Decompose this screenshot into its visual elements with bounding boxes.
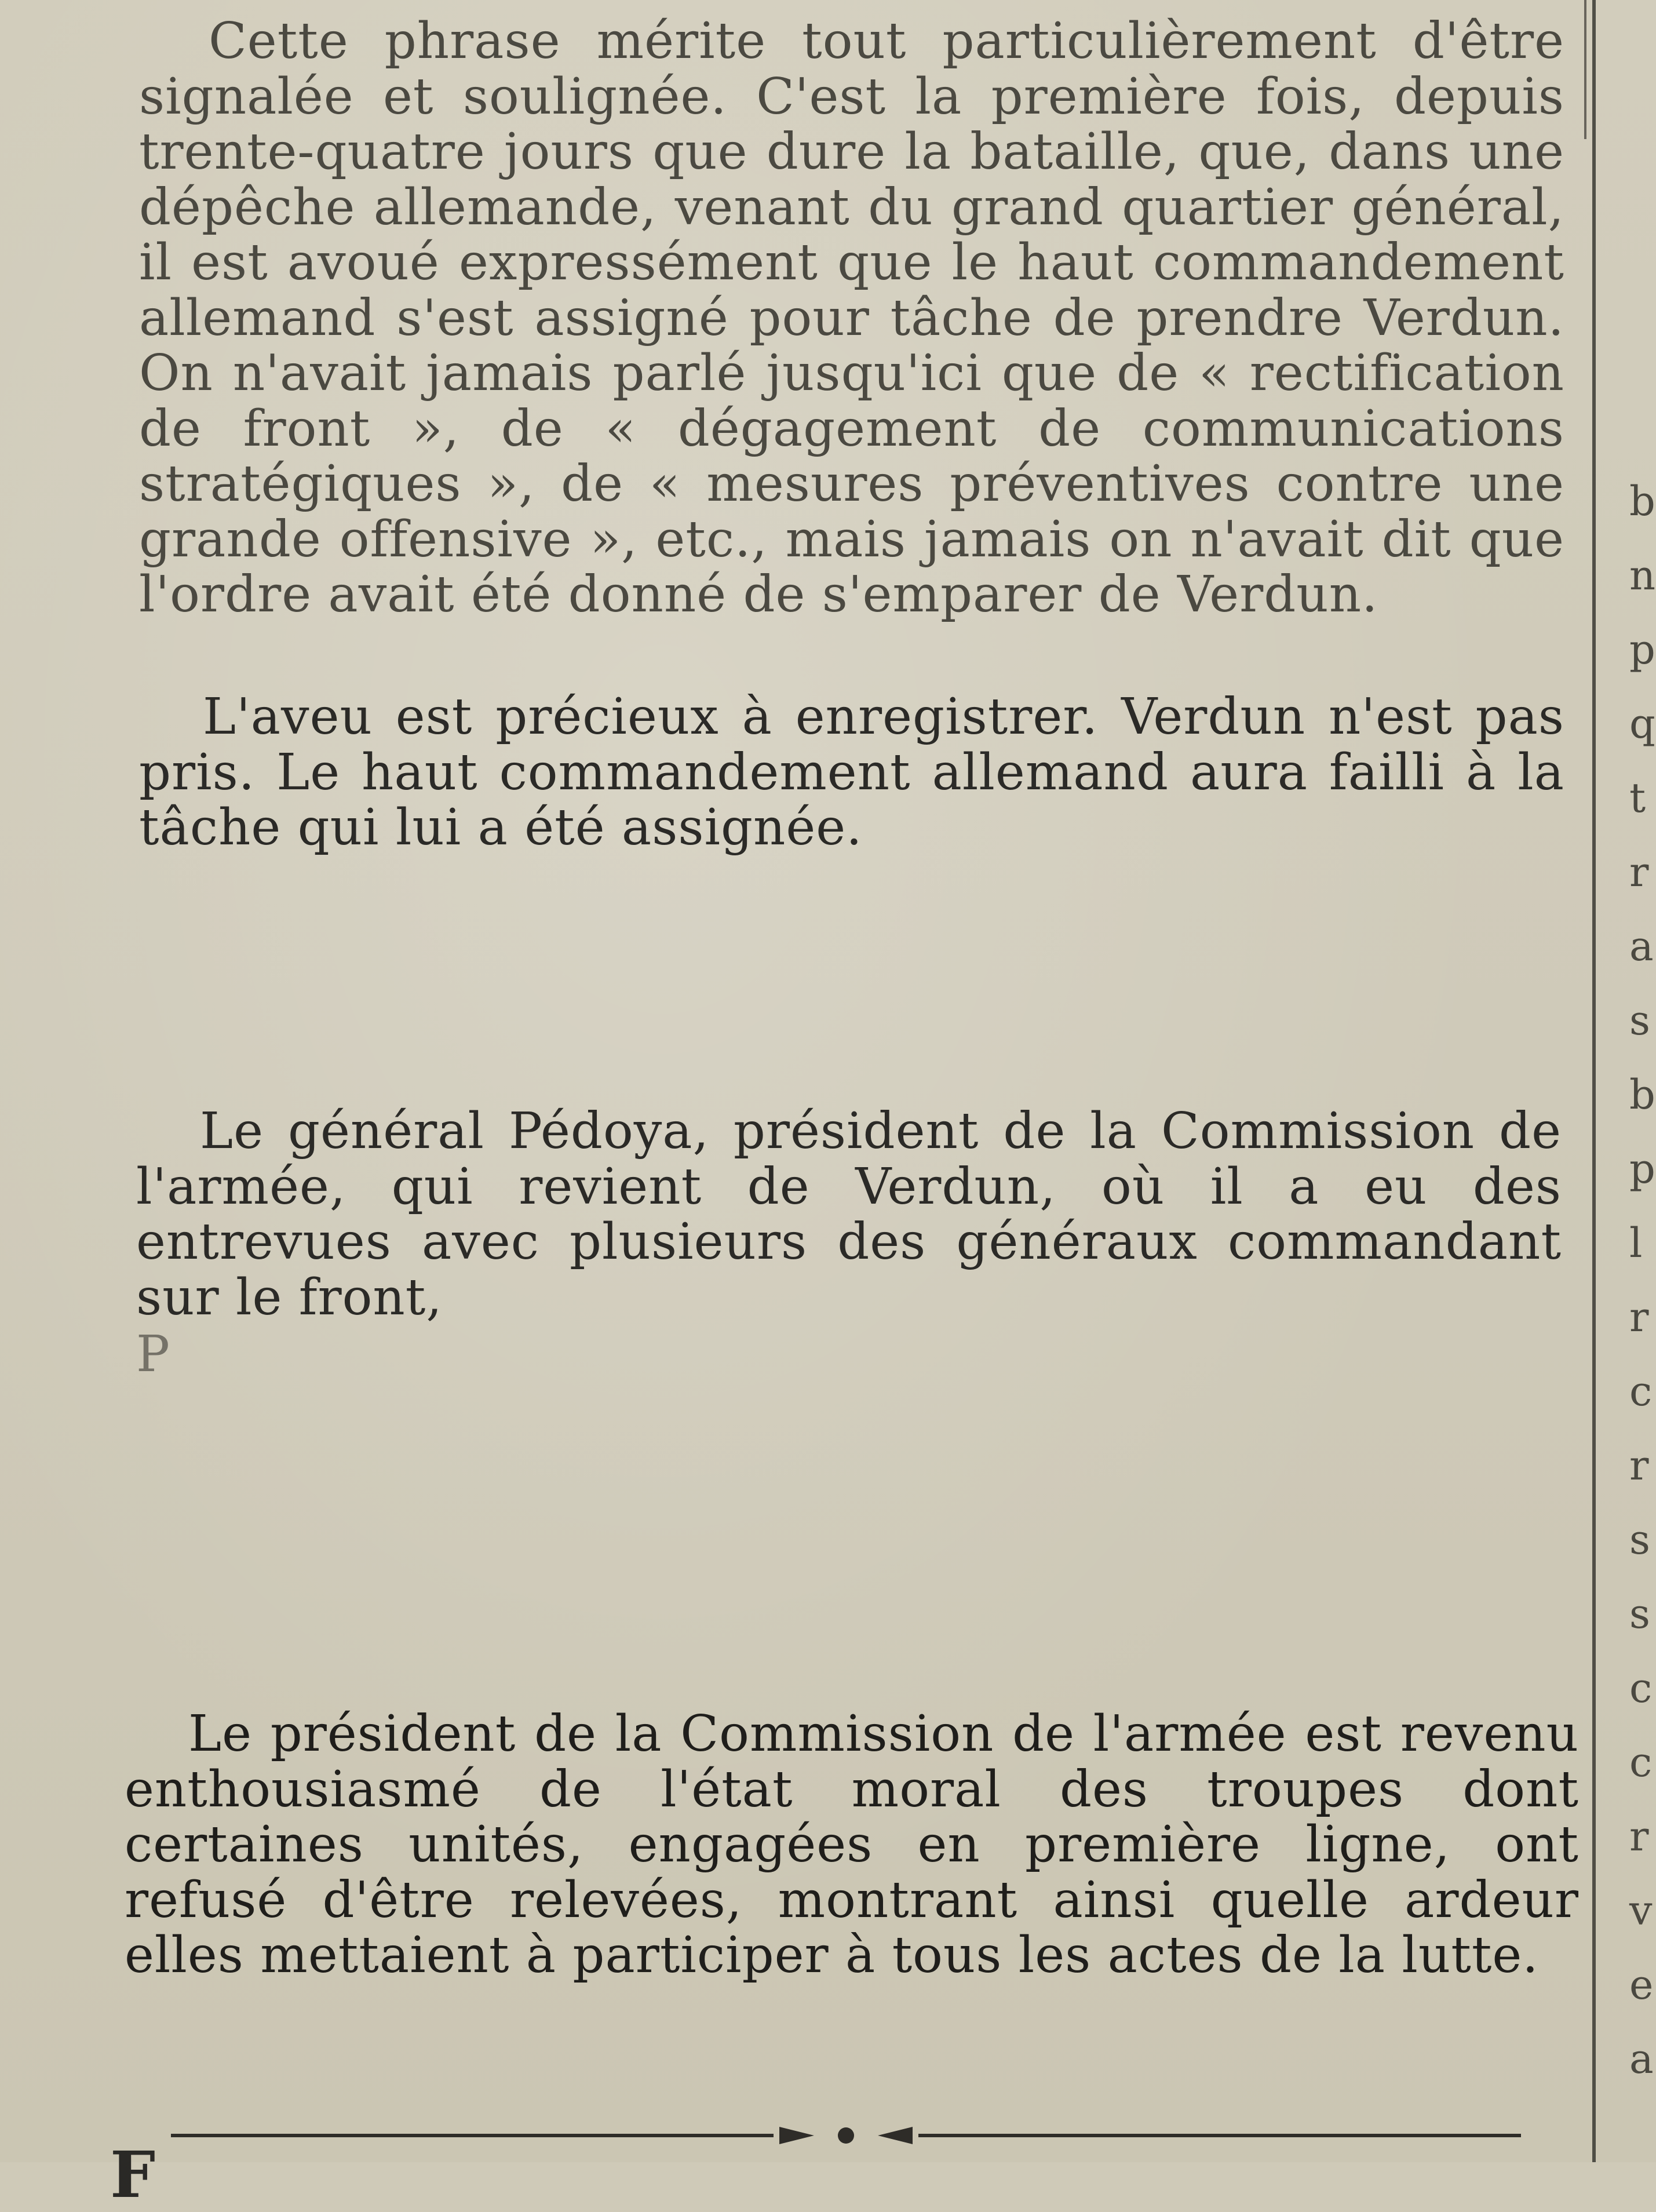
adjacent-column-fragment <box>1628 0 1656 2162</box>
censored-line-remnant: P <box>136 1325 170 1383</box>
adjacent-column-letter: b <box>1629 478 1655 525</box>
next-article-cut-line <box>110 2137 1576 2212</box>
adjacent-column-letter: v <box>1629 1887 1653 1934</box>
adjacent-column-letter: p <box>1629 1145 1655 1193</box>
adjacent-column-letter: c <box>1629 1739 1653 1786</box>
adjacent-column-letter: a <box>1629 923 1654 970</box>
adjacent-column-letter: c <box>1629 1368 1653 1415</box>
adjacent-column-letter: p <box>1629 626 1655 673</box>
adjacent-column-letter: e <box>1629 1961 1654 2009</box>
adjacent-column-letter: r <box>1629 848 1649 896</box>
adjacent-column-letter: q <box>1629 700 1655 748</box>
next-article-fragment: F <box>110 2137 167 2212</box>
adjacent-column-letter: s <box>1629 1516 1650 1564</box>
column-rule <box>1592 0 1596 2162</box>
adjacent-column-letter: l <box>1629 1219 1643 1267</box>
adjacent-column-letter: n <box>1629 552 1656 599</box>
adjacent-column-letter: s <box>1629 1590 1650 1638</box>
paragraph-1: Cette phrase mérite tout particulièrement d'être signalée et soulignée. C'est la première fois, depuis trente-quatre jours que dure la bataille, que, dans une dépêche allemande, venant du grand quartier général, il est avoué expressément que le haut commandement allemand s'est assigné pour tâche de prendre Verdun. On n'avait jamais parlé jusqu'ici que de « rectification de front », de « dégagement de communications stratégiques », de « mesures préventives contre une grande offensive », etc., mais jamais on n'avait dit que l'ordre avait été donné de s'emparer de Verdun. <box>139 12 1564 624</box>
adjacent-column-letter: s <box>1629 997 1650 1044</box>
adjacent-column-letter: c <box>1629 1664 1653 1712</box>
adjacent-column-letter: t <box>1629 774 1646 822</box>
column-rule-top <box>1584 0 1586 139</box>
adjacent-column-letter: r <box>1629 1813 1649 1860</box>
paragraph-3: Le général Pédoya, président de la Commission de l'armée, qui revient de Verdun, où il a eu des entrevues avec plusieurs des généraux commandant sur le front, <box>136 1102 1562 1327</box>
adjacent-column-letter: r <box>1629 1442 1649 1489</box>
adjacent-column-letter: a <box>1629 2035 1654 2083</box>
paragraph-4: Le président de la Commission de l'armée est revenu enthousiasmé de l'état moral des troupes dont certaines unités, engagées en première ligne, ont refusé d'être relevées, montrant ainsi quelle ardeur elles mettaient à participer à tous les actes de la lutte. <box>125 1705 1579 1984</box>
adjacent-column-letter: r <box>1629 1293 1649 1341</box>
adjacent-column-letter: b <box>1629 1071 1655 1118</box>
paragraph-2: L'aveu est précieux à enregistrer. Verdun n'est pas pris. Le haut commandement allemand aura failli à la tâche qui lui a été assignée. <box>139 688 1564 857</box>
